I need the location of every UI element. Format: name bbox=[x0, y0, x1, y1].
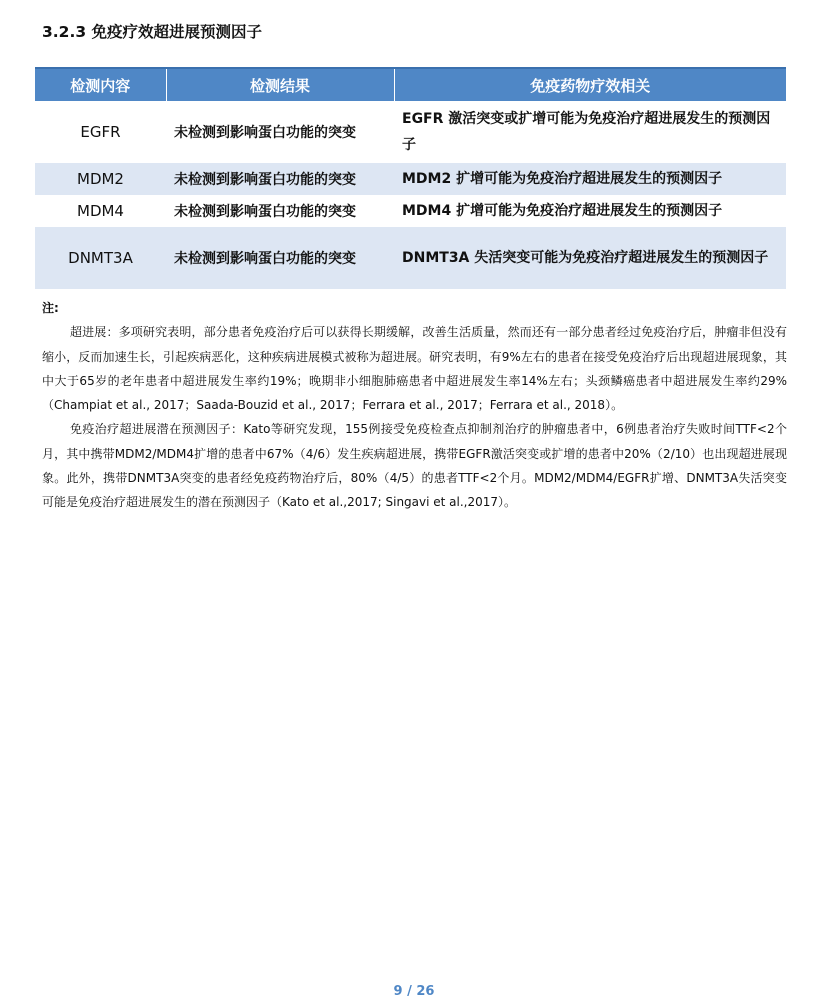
notes-paragraph-hyperprogression: 超进展：多项研究表明，部分患者免疫治疗后可以获得长期缓解，改善生活质量，然而还有一部分患者经过免疫治疗后，肿瘤非但没有缩小，反而加速生长，引起疾病恶化，这种疾病进展模式被称为超进展。研究表明，有9%左右的患者在接受免疫治疗后出现超进展现象，其中大于65岁的老年患者中超进展发生率约19%；晚期非小细胞肺癌患者中超进展发生率14%左右；头颈鳞癌患者中超进展发生率约29%（Champiat et al., 2017；Saada-Bouzid et al., 2017；Ferrara et al., 2017；Ferrara et al., 2018）。 bbox=[42, 325, 787, 413]
page-number: 9 / 26 bbox=[393, 984, 435, 999]
notes-paragraph-predictors: 免疫治疗超进展潜在预测因子：Kato等研究发现，155例接受免疫检查点抑制剂治疗的肿瘤患者中，6例患者治疗失败时间TTF<2个月，其中携带MDM2/MDM4扩增的患者中67%（4/6）发生疾病超进展，携带EGFR激活突变或扩增的患者中20%（2/10）也出现超进展现象。此外，携带DNMT3A突变的患者经免疫药物治疗后，80%（4/5）的患者TTF<2个月。MDM2/MDM4/EGFR扩增、DNMT3A失活突变可能是免疫治疗超进展发生的潜在预测因子（Kato et al.,2017; Singavi et al.,2017）。 bbox=[42, 422, 787, 510]
table-header-row bbox=[35, 68, 786, 101]
effect-cell: DNMT3A 失活突变可能为免疫治疗超进展发生的预测因子 bbox=[394, 227, 786, 289]
result-cell: 未检测到影响蛋白功能的突变 bbox=[174, 204, 356, 220]
table-row bbox=[35, 227, 786, 289]
gene-cell: MDM2 bbox=[35, 163, 166, 195]
gene-cell: DNMT3A bbox=[35, 227, 166, 289]
table-row bbox=[35, 195, 786, 227]
notes-section bbox=[42, 296, 787, 515]
prediction-factor-table bbox=[35, 67, 786, 289]
result-cell: 未检测到影响蛋白功能的突变 bbox=[166, 227, 394, 289]
gene-cell: MDM4 bbox=[77, 202, 124, 220]
table-row bbox=[35, 163, 786, 195]
result-cell: 未检测到影响蛋白功能的突变 bbox=[166, 163, 394, 195]
section-title: 3.2.3 免疫疗效超进展预测因子 bbox=[42, 23, 263, 41]
table-row bbox=[35, 101, 786, 163]
gene-cell: EGFR bbox=[80, 123, 121, 141]
notes-label: 注: bbox=[42, 301, 59, 315]
header-test-content: 检测内容 bbox=[35, 68, 166, 101]
effect-cell: MDM4 扩增可能为免疫治疗超进展发生的预测因子 bbox=[402, 203, 723, 219]
header-test-result: 检测结果 bbox=[166, 68, 394, 101]
header-efficacy: 免疫药物疗效相关 bbox=[394, 68, 786, 101]
effect-cell: MDM2 扩增可能为免疫治疗超进展发生的预测因子 bbox=[394, 163, 786, 195]
effect-cell: EGFR 激活突变或扩增可能为免疫治疗超进展发生的预测因子 bbox=[402, 111, 771, 153]
result-cell: 未检测到影响蛋白功能的突变 bbox=[174, 125, 356, 141]
